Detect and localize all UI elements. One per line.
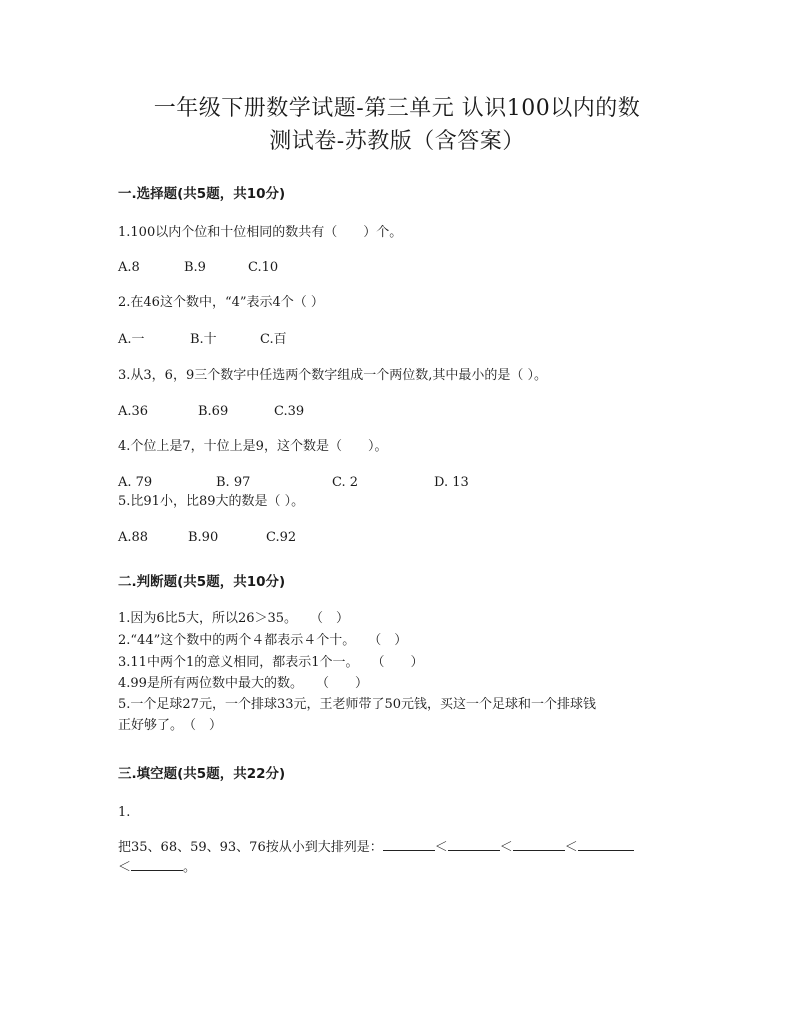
option-b: B.90 [188,530,219,545]
question-4-options [118,474,469,492]
less-than-sign: ＜ [499,840,513,855]
judge-item-4: 4.99是所有两位数中最大的数。 （ ） [118,676,368,691]
less-than-sign: ＜ [434,840,448,855]
section-heading-judge: 二.判断题(共5题，共10分) [118,574,286,590]
option-b: B.69 [198,404,229,419]
fill-question-text: 把35、68、59、93、76按从小到大排列是： [118,840,383,855]
answer-blank-5[interactable] [131,858,183,871]
judge-item-5: 5.一个足球27元，一个排球33元，王老师带了50元钱，买这一个足球和一个排球钱 [118,697,597,712]
option-d: D. 13 [434,475,469,490]
option-a: A. 79 [118,475,153,490]
option-c: C.10 [248,260,279,275]
period: 。 [183,860,197,875]
option-b: B.十 [190,332,217,347]
question-5-options [118,529,296,547]
option-c: C. 2 [332,475,359,490]
page-title-line2: 测试卷-苏教版（含答案） [269,129,525,154]
fill-question-1-continued [118,858,196,877]
option-a: A.8 [118,260,140,275]
fill-question-1 [118,838,634,857]
less-than-sign: ＜ [118,860,132,875]
question-1: 1.100以内个位和十位相同的数共有（ ）个。 [118,225,403,240]
question-3-options [118,403,304,421]
question-5: 5.比91小，比89大的数是（ ）。 [118,494,305,509]
section-heading-choice: 一.选择题(共5题，共10分) [118,186,286,202]
option-c: C.39 [274,404,305,419]
question-2: 2.在46这个数中，“4”表示4个（ ） [118,295,324,310]
question-4: 4.个位上是7，十位上是9，这个数是（ ）。 [118,439,388,454]
answer-blank-4[interactable] [578,838,634,851]
option-c: C.百 [260,332,287,347]
fill-question-number: 1. [118,805,131,820]
question-2-options [118,331,287,349]
option-b: B. 97 [216,475,251,490]
judge-item-1: 1.因为6比5大，所以26＞35。 （ ） [118,611,350,626]
option-a: A.88 [118,530,149,545]
judge-item-2: 2.“44”这个数中的两个４都表示４个十。 （ ） [118,633,408,648]
option-c: C.92 [266,530,297,545]
judge-item-5-continued: 正好够了。 （ ） [118,718,223,733]
question-1-options [118,259,278,277]
option-b: B.9 [184,260,206,275]
question-3: 3.从3，6，9三个数字中任选两个数字组成一个两位数,其中最小的是（ ）。 [118,368,547,383]
answer-blank-2[interactable] [448,838,500,851]
answer-blank-1[interactable] [383,838,435,851]
less-than-sign: ＜ [564,840,578,855]
option-a: A.一 [118,332,145,347]
section-heading-fill: 三.填空题(共5题，共22分) [118,766,286,782]
answer-blank-3[interactable] [513,838,565,851]
option-a: A.36 [118,404,149,419]
page-title-line1: 一年级下册数学试题-第三单元 认识100以内的数 [153,96,641,121]
judge-item-3: 3.11中两个1的意义相同，都表示1个一。 （ ） [118,655,424,670]
